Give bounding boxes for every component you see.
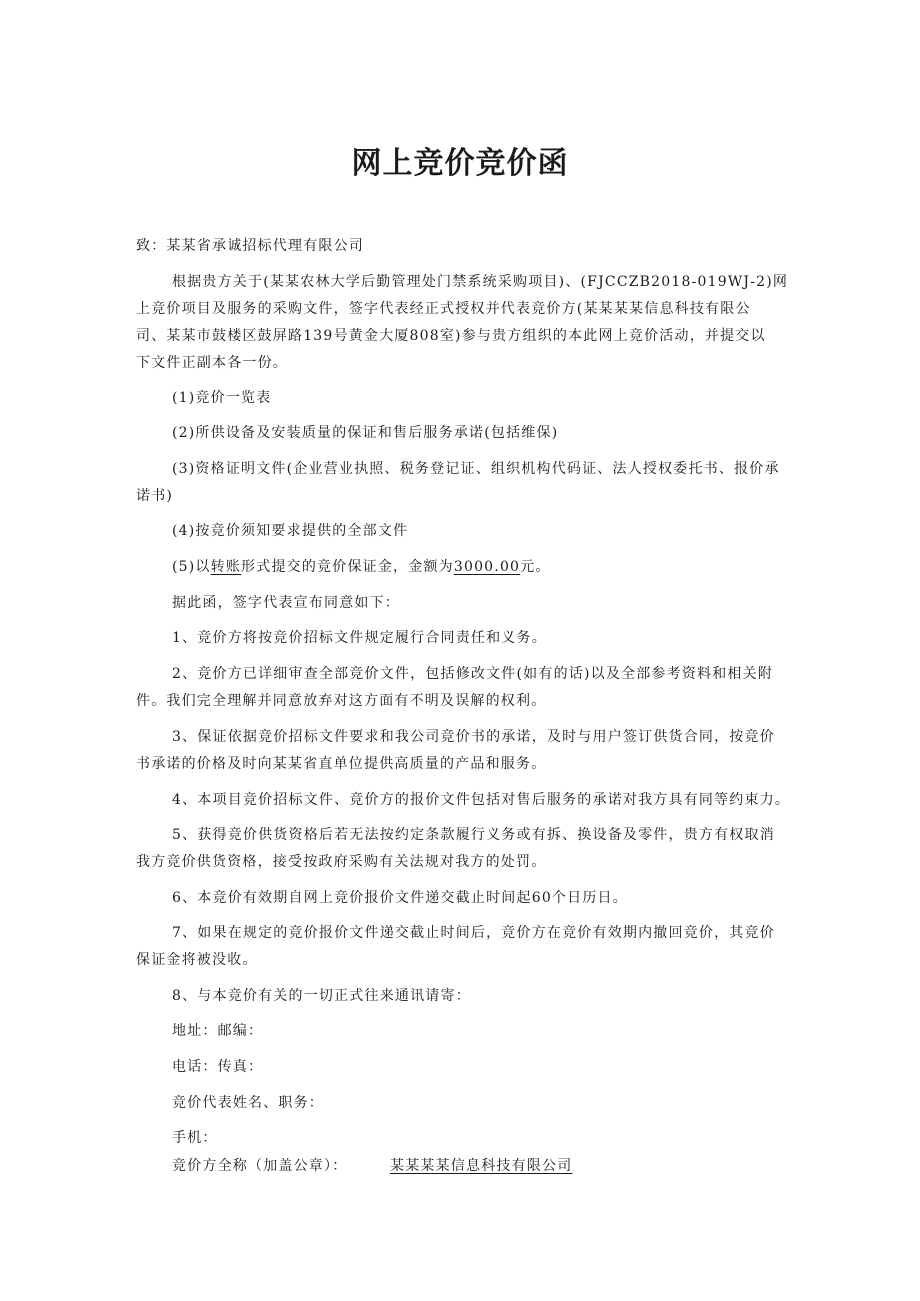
intro-line-2: 上竞价项目及服务的采购文件，签字代表经正式授权并代表竞价方(某某某某信息科技有限公 [136,301,751,317]
intro-line-1: 根据贵方关于(某某农林大学后勤管理处门禁系统采购项目)、(FJCCZB2018-019WJ-2)网 [172,274,789,290]
clause-8: 8、与本竞价有关的一切正式往来通讯请寄： [172,988,471,1004]
intro-line-4: 下文件正副本各一份。 [136,355,288,371]
document-title: 网上竞价竞价函 [351,146,569,181]
contact-mobile: 手机： [172,1130,218,1146]
clause-2-line-1: 2、竞价方已详细审查全部竞价文件，包括修改文件(如有的话)以及全部参考资料和相关附 [172,666,774,682]
clause-2-line-2: 件。我们完全理解并同意放弃对这方面有不明及误解的权利。 [136,693,547,709]
clause-5-line-1: 5、获得竞价供货资格后若无法按约定条款履行义务或有拆、换设备及零件，贵方有权取消 [172,827,775,843]
contact-representative: 竞价代表姓名、职务： [172,1095,324,1111]
clause-3-line-1: 3、保证依据竞价招标文件要求和我公司竞价书的承诺，及时与用户签订供货合同，按竞价 [172,729,775,745]
clause-7-line-2: 保证金将被没收。 [136,952,258,968]
clause-5-line-2: 我方竞价供货资格，接受按政府采购有关法规对我方的处罚。 [136,854,547,870]
clause-3-line-2: 书承诺的价格及时向某某省直单位提供高质量的产品和服务。 [136,756,547,772]
document-item-1: (1)竞价一览表 [172,390,272,406]
item-5-prefix: (5)以 [172,559,211,575]
item-5-middle: 形式提交的竞价保证金，金额为 [241,559,454,575]
clause-1: 1、竞价方将按竞价招标文件规定履行合同责任和义务。 [172,630,547,646]
document-item-5 [172,554,796,580]
document-item-3-line-2: 诺书) [136,488,174,504]
addressee: 致：某某省承诚招标代理有限公司 [136,238,364,254]
document-item-4: (4)按竞价须知要求提供的全部文件 [172,523,409,539]
document-item-2: (2)所供设备及安装质量的保证和售后服务承诺(包括维保) [172,425,559,441]
payment-method: 转账 [210,559,242,575]
contact-address: 地址：邮编： [172,1023,264,1039]
contact-phone: 电话：传真： [172,1059,264,1075]
bidder-label: 竞价方全称（加盖公章）： [172,1158,348,1174]
clause-6: 6、本竞价有效期自网上竞价报价文件递交截止时间起60个日历日。 [172,890,628,906]
clause-7-line-1: 7、如果在规定的竞价报价文件递交截止时间后，竞价方在竞价有效期内撤回竞价，其竞价 [172,925,775,941]
item-5-suffix: 元。 [520,559,551,575]
deposit-amount: 3000.00 [453,559,521,575]
intro-line-3: 司、某某市鼓楼区鼓屏路139号黄金大厦808室)参与贵方组织的本此网上竞价活动，并提交以 [136,328,766,344]
document-item-3-line-1: (3)资格证明文件(企业营业执照、税务登记证、组织机构代码证、法人授权委托书、报价承 [172,461,780,477]
bidder-name: 某某某某信息科技有限公司 [390,1158,573,1174]
clause-4: 4、本项目竞价招标文件、竞价方的报价文件包括对售后服务的承诺对我方具有同等约束力。 [172,792,791,808]
declaration: 据此函，签字代表宣布同意如下： [172,595,400,611]
